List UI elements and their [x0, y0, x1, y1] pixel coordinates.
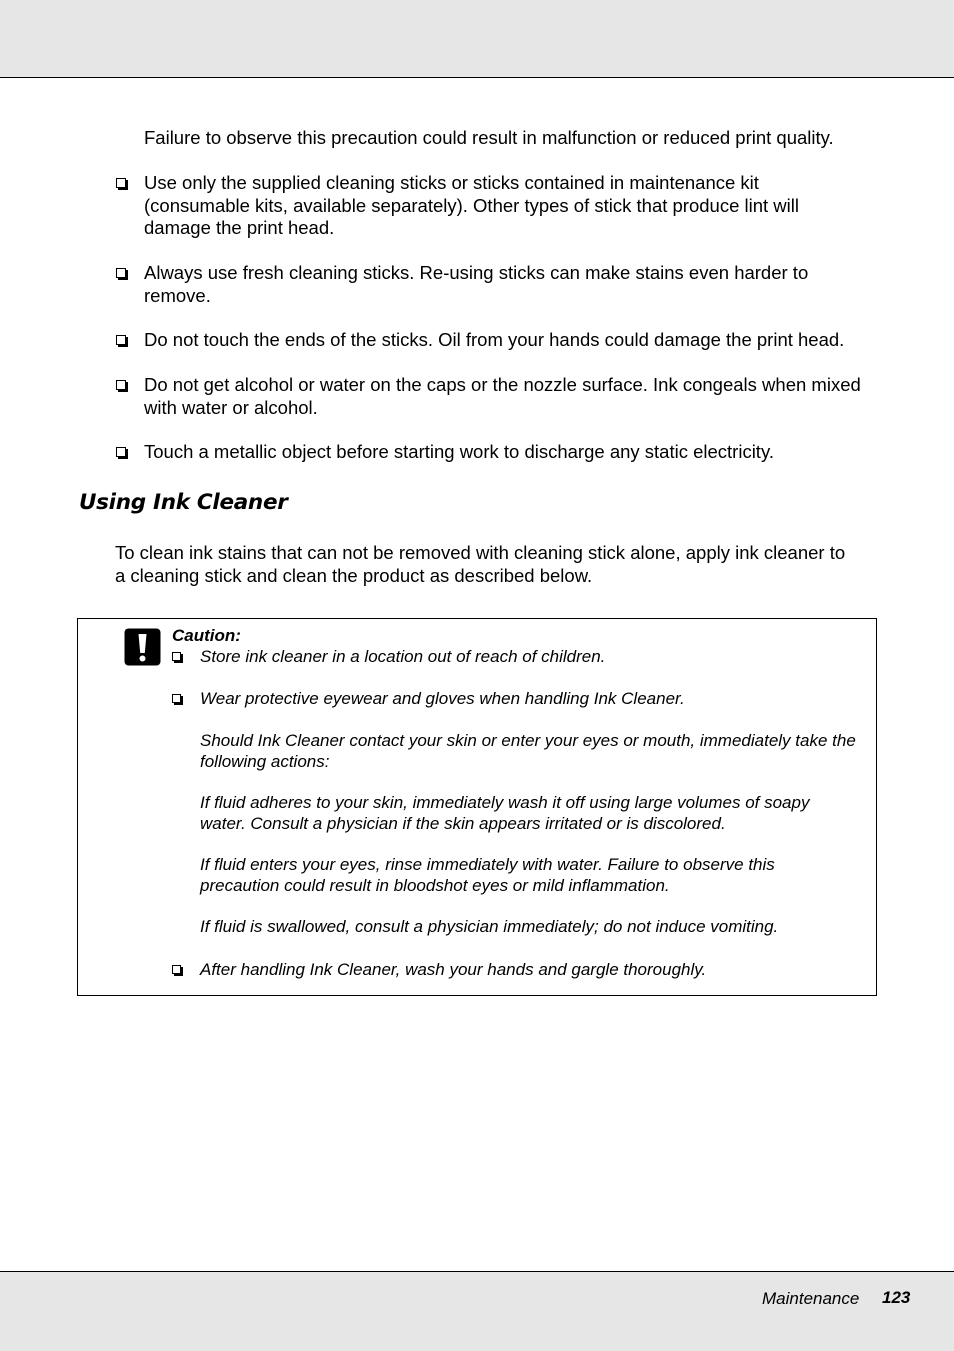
section-heading: Using Ink Cleaner	[79, 490, 288, 515]
checkbox-bullet-icon	[116, 268, 126, 278]
checkbox-bullet-icon	[116, 178, 126, 188]
intro-paragraph: Failure to observe this precaution could result in malfunction or reduced print quality.	[144, 127, 834, 148]
bullet-alcohol-water: Do not get alcohol or water on the caps or the nozzle surface. Ink congeals when mixed with water or alcohol.	[144, 374, 861, 418]
caution-exclamation-icon	[124, 628, 161, 666]
footer-page-number: 123	[882, 1288, 911, 1307]
checkbox-bullet-icon	[172, 694, 181, 703]
footer-band	[0, 1271, 954, 1351]
caution-skin-paragraph: If fluid adheres to your skin, immediately wash it off using large volumes of soapy water. Consult a physician if the skin appears irritated or is discolored.	[200, 793, 810, 833]
bullet-fresh-sticks: Always use fresh cleaning sticks. Re-using sticks can make stains even harder to remove.	[144, 262, 809, 306]
checkbox-bullet-icon	[116, 380, 126, 390]
section-body: To clean ink stains that can not be removed with cleaning stick alone, apply ink cleaner to a cleaning stick and clean the product as described below.	[115, 542, 846, 586]
caution-item-eyewear: Wear protective eyewear and gloves when handling Ink Cleaner.	[200, 689, 685, 708]
caution-eyes-paragraph: If fluid enters your eyes, rinse immediately with water. Failure to observe this precaution could result in bloodshot eyes or mild inflammation.	[200, 855, 775, 895]
checkbox-bullet-icon	[172, 965, 181, 974]
footer-section-name: Maintenance	[762, 1289, 860, 1308]
header-band	[0, 0, 954, 78]
bullet-cleaning-sticks: Use only the supplied cleaning sticks or sticks contained in maintenance kit (consumable kits, available separately). Other types of stick that produce lint will damage the print head.	[144, 172, 799, 238]
checkbox-bullet-icon	[116, 447, 126, 457]
caution-swallowed-paragraph: If fluid is swallowed, consult a physician immediately; do not induce vomiting.	[200, 917, 779, 936]
caution-item-storage: Store ink cleaner in a location out of reach of children.	[200, 647, 606, 666]
bullet-stick-ends: Do not touch the ends of the sticks. Oil from your hands could damage the print head.	[144, 329, 845, 350]
bullet-static-electricity: Touch a metallic object before starting work to discharge any static electricity.	[144, 441, 774, 462]
caution-title: Caution:	[172, 626, 241, 645]
checkbox-bullet-icon	[116, 335, 126, 345]
caution-item-wash-hands: After handling Ink Cleaner, wash your hands and gargle thoroughly.	[200, 960, 707, 979]
caution-contact-paragraph: Should Ink Cleaner contact your skin or enter your eyes or mouth, immediately take the following actions:	[200, 731, 856, 771]
checkbox-bullet-icon	[172, 652, 181, 661]
